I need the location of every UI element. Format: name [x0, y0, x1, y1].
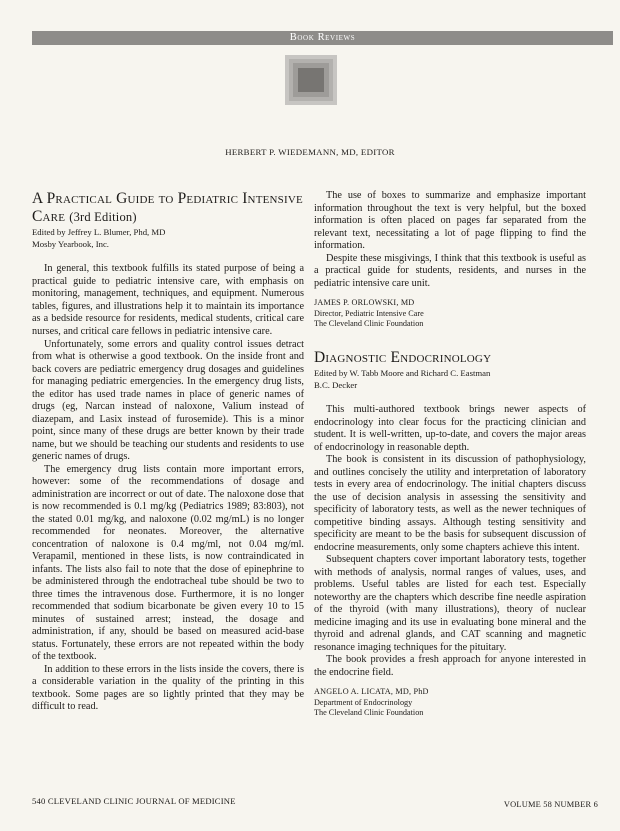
review-paragraph: The book is consistent in its discussion of pathophysiology, and outlines concisely the utility and interpretation of laboratory tests in every area of endocrinology. The initial chapters discuss the use of decision analysis in assessing the sensitivity and specificity of laboratory tests, as well as the newer techniques of competitive binding assays. Although testing sensitivity and specificity are meant to be the basis for subsequent discussion of endocrine measurements, only some chapters achieve this intent.: [314, 454, 586, 553]
reviewer-title: Department of Endocrinology: [314, 697, 413, 707]
reviewer-affiliation: The Cleveland Clinic Foundation: [314, 708, 424, 718]
review-title-text: A Practical Guide to Pediatric Intensive Care: [32, 190, 303, 225]
review-body-continued: [314, 190, 586, 290]
review-paragraph: The use of boxes to summarize and emphasize important information throughout the text is very helpful, but the boxed information is often placed on pages far separated from the relevant text, necessitating a lot of page flipping to find the information.: [314, 190, 586, 252]
review-title: Diagnostic Endocrinology: [314, 348, 492, 366]
footer-volume: VOLUME 58 NUMBER 6: [503, 800, 598, 809]
review-paragraph: The book provides a fresh approach for anyone interested in the endocrine field.: [314, 654, 586, 678]
review-paragraph: The emergency drug lists contain more important errors, however: some of the recommendations of dosage and administration are incorrect or out of date. The naloxone dose that is now recommended is 0.1 mg/kg (Pediatrics 1989; 83:803), not the stated 0.01 mg/kg, and naloxone (0.02 mg/mL) is no longer recommended for neonates. Moreover, the alternative concentration of naloxone is 0.4 mg/ml, not 0.04 mg/ml. Verapamil, mentioned in these lists, is now contraindicated in infants. The lists also fail to note that the dose of epinephrine to be administered through the endotracheal tube should be two to three times the intravenous dose. Furthermore, it is no longer recommended that sodium bicarbonate be given every 10 to 15 minutes of sustained arrest; instead, the dosage and administration, if any, should be based on measured acid-base status. Fortunately, these errors are not repeated within the body of the textbook.: [32, 463, 304, 663]
review-editors: Edited by W. Tabb Moore and Richard C. Eastman: [314, 367, 491, 378]
section-title: Book Reviews: [289, 32, 356, 43]
section-header-band: [32, 31, 613, 45]
review-publisher: Mosby Yearbook, Inc.: [32, 239, 109, 250]
reviewer-signature: [314, 298, 586, 330]
review-section-2: [314, 349, 586, 719]
review-paragraph: Subsequent chapters cover important laboratory tests, together with methods of analysis, normal ranges of values, uses, and problems. Useful tables are listed for each test. Especially noteworthy are the chapters which describe fine needle aspiration of the thyroid (with many illustrations), theory of nuclear medicine imaging and its use in evaluating bone mineral and the thyroid and adrenal glands, and CAT scanning and magnetic resonance imaging techniques for the pituitary.: [314, 554, 586, 653]
left-column: [32, 190, 304, 714]
reviewer-signature: [314, 687, 586, 719]
reviewer-title: Director, Pediatric Intensive Care: [314, 308, 424, 318]
review-paragraph: In general, this textbook fulfills its stated purpose of being a practical guide to pediatric intensive care, with emphasis on monitoring, management, techniques, and equipment. Numerous tables, figures, and illustrations help it to maintain its importance as a bedside resource for residents, medical students, critical care nurses, and critical care fellows in pediatric intensive care.: [32, 263, 304, 337]
footer-journal: 540 CLEVELAND CLINIC JOURNAL OF MEDICINE: [32, 796, 236, 806]
review-title: [32, 190, 304, 226]
reviewer-name: ANGELO A. LICATA, MD, PhD: [314, 687, 429, 697]
review-body: [314, 404, 586, 679]
review-paragraph: This multi-authored textbook brings newer aspects of endocrinology into clear focus for the practicing clinician and student. It is well-written, up-to-date, and covers the major areas of endocrinology in reasonable depth.: [314, 404, 586, 453]
review-edition: (3rd Edition): [69, 210, 137, 224]
editor-credit: HERBERT P. WIEDEMANN, MD, EDITOR: [225, 147, 395, 157]
review-paragraph: Unfortunately, some errors and quality control issues detract from what is otherwise a good textbook. On the inside front and back covers are pediatric emergency drug dosages and guidelines for managing pediatric emergencies. In the emergency drug lists, the editor has used trade names in place of generic names of drugs (eg, Narcan instead of naloxone, Valium instead of diazepam, and Lasix instead of furosemide). This is a minor point, since many of these drugs are better known by their trade name, but we should be teaching our students and residents to use generic names of drugs.: [32, 338, 304, 463]
review-publisher: B.C. Decker: [314, 379, 358, 390]
review-editors: Edited by Jeffrey L. Blumer, Phd, MD: [32, 227, 166, 237]
review-body: [32, 263, 304, 714]
review-paragraph: In addition to these errors in the lists inside the covers, there is a considerable variation in the quality of the printing in this textbook. Some pages are so lightly printed that they may be difficult to read.: [32, 663, 304, 713]
reviewer-affiliation: The Cleveland Clinic Foundation: [314, 319, 424, 329]
reviewer-name: JAMES P. ORLOWSKI, MD: [314, 298, 415, 308]
right-column: [314, 190, 586, 719]
journal-logo-icon: [285, 55, 337, 105]
review-paragraph: Despite these misgivings, I think that this textbook is useful as a practical guide for students, residents, and nurses in the pediatric intensive care unit.: [314, 252, 586, 289]
